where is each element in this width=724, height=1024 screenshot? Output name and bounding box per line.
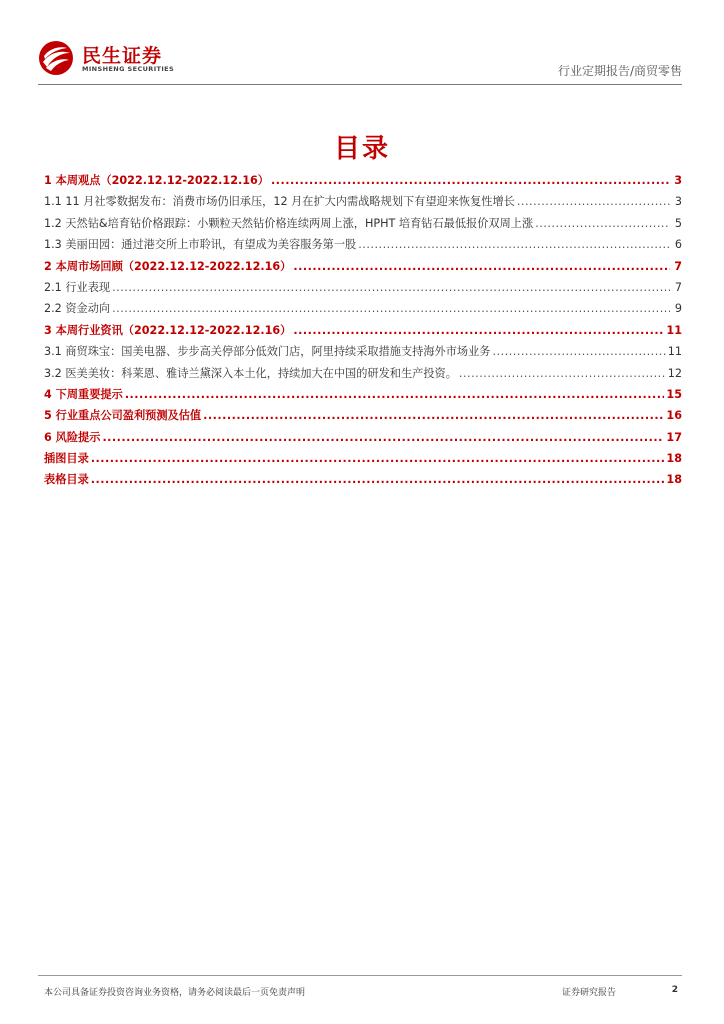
toc-leader-dots	[102, 431, 664, 444]
company-logo	[38, 38, 178, 78]
toc-entry-page[interactable]: 11	[667, 345, 682, 359]
toc-leader-dots	[125, 388, 665, 401]
toc-entry-label[interactable]: 3.1 商贸珠宝：国美电器、步步高关停部分低效门店，阿里持续采取措施支持海外市场业务	[44, 345, 491, 359]
toc-entry[interactable]	[44, 215, 682, 236]
toc-entry-page[interactable]: 3	[674, 174, 682, 187]
toc-leader-dots	[112, 281, 670, 294]
toc-leader-dots	[91, 473, 665, 486]
toc-entry-label[interactable]: 3 本周行业资讯（2022.12.12-2022.12.16）	[44, 323, 292, 337]
toc-entry-label[interactable]: 5 行业重点公司盈利预测及估值	[44, 409, 202, 423]
toc-entry[interactable]	[44, 322, 682, 343]
footer-disclaimer: 本公司具备证券投资咨询业务资格，请务必阅读最后一页免责声明	[44, 988, 306, 998]
toc-entry-page[interactable]: 6	[674, 238, 682, 252]
logo-english-name: MINSHENG SECURITIES	[82, 65, 175, 73]
toc-entry-page[interactable]: 18	[666, 452, 682, 466]
toc-entry-label[interactable]: 2.1 行业表现	[44, 280, 111, 294]
report-type: 行业定期报告/商贸零售	[557, 64, 682, 78]
toc-entry-label[interactable]: 表格目录	[44, 473, 89, 487]
footer-divider	[38, 975, 682, 976]
toc-entry-page[interactable]: 18	[666, 473, 682, 487]
toc-entry-label[interactable]: 1.1 11 月社零数据发布：消费市场仍旧承压，12 月在扩大内需战略规划下有望迎来恢复性增长	[44, 195, 515, 209]
toc-entry-label[interactable]: 1 本周观点（2022.12.12-2022.12.16）	[44, 174, 269, 187]
toc-entry-label[interactable]: 1.2 天然钻&培育钻价格跟踪：小颗粒天然钻价格连续两周上涨，HPHT 培育钻石最低报价双周上涨	[44, 216, 534, 230]
toc-leader-dots	[271, 174, 670, 187]
toc-entry-label[interactable]: 6 风险提示	[44, 430, 101, 444]
minsheng-logo-icon	[38, 40, 74, 76]
toc-entry[interactable]	[44, 365, 682, 386]
toc-title: 目录	[333, 134, 390, 164]
toc-entry[interactable]	[44, 429, 682, 450]
toc-leader-dots	[517, 195, 670, 208]
toc-entry[interactable]	[44, 471, 682, 492]
toc-leader-dots	[293, 324, 664, 337]
toc-entry[interactable]	[44, 300, 682, 321]
toc-entry[interactable]	[44, 386, 682, 407]
toc-entry-label[interactable]: 1.3 美丽田园：通过港交所上市聆讯，有望成为美容服务第一股	[44, 238, 357, 252]
footer-report-label: 证券研究报告	[562, 988, 617, 998]
toc-entry-label[interactable]: 4 下周重要提示	[44, 387, 123, 401]
toc-leader-dots	[112, 302, 670, 315]
header-divider	[38, 84, 682, 85]
toc-entry[interactable]	[44, 407, 682, 428]
toc-entry-label[interactable]: 2.2 资金动向	[44, 302, 111, 316]
toc-leader-dots	[91, 452, 665, 465]
toc-entry-page[interactable]: 3	[674, 195, 682, 209]
toc-entry-page[interactable]: 7	[674, 280, 682, 294]
toc-entry-page[interactable]: 5	[674, 216, 682, 230]
toc-leader-dots	[293, 260, 670, 273]
toc-leader-dots	[203, 409, 664, 422]
table-of-contents	[44, 172, 682, 493]
toc-entry-page[interactable]: 11	[666, 323, 682, 337]
toc-entry[interactable]	[44, 258, 682, 279]
toc-entry[interactable]	[44, 450, 682, 471]
toc-entry[interactable]	[44, 172, 682, 193]
toc-entry[interactable]	[44, 236, 682, 257]
toc-leader-dots	[535, 217, 670, 230]
toc-entry[interactable]	[44, 343, 682, 364]
page-header	[38, 38, 682, 84]
toc-entry-label[interactable]: 3.2 医美美妆：科莱恩、雅诗兰黛深入本土化，持续加大在中国的研发和生产投资。	[44, 366, 457, 380]
toc-entry-page[interactable]: 15	[666, 387, 682, 401]
toc-entry-label[interactable]: 插图目录	[44, 452, 89, 466]
toc-entry[interactable]	[44, 193, 682, 214]
toc-leader-dots	[459, 367, 666, 380]
toc-entry-page[interactable]: 7	[674, 259, 682, 273]
toc-entry-page[interactable]: 9	[674, 302, 682, 316]
toc-entry-page[interactable]: 12	[667, 366, 682, 380]
logo-chinese-name: 民生证券	[82, 45, 163, 67]
toc-leader-dots	[358, 238, 670, 251]
page-number: 2	[671, 985, 678, 995]
toc-entry[interactable]	[44, 279, 682, 300]
toc-entry-label[interactable]: 2 本周市场回顾（2022.12.12-2022.12.16）	[44, 259, 292, 273]
toc-entry-page[interactable]: 16	[666, 409, 682, 423]
toc-entry-page[interactable]: 17	[666, 430, 682, 444]
toc-leader-dots	[492, 345, 665, 358]
